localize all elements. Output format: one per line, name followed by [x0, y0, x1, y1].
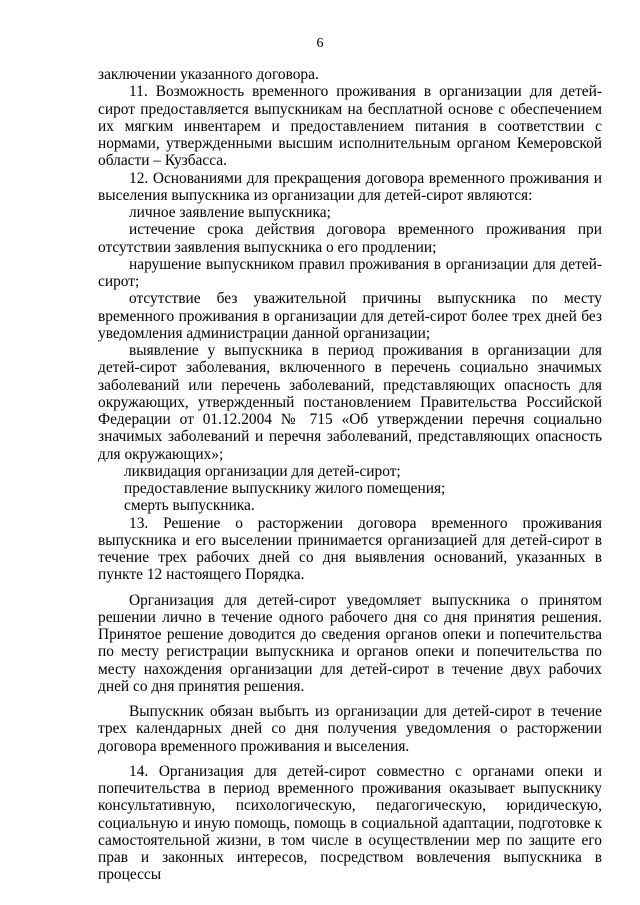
list-item-death: смерть выпускника. — [124, 497, 255, 515]
page-number: 6 — [316, 36, 324, 51]
paragraph-13: 13. Решение о расторжении договора временного проживания выпускника и его выселении принимается организацией для детей-сирот в течение трех рабочих дней со дня выявления оснований, указанных в пункте 12 настоящего Порядка. — [98, 514, 602, 584]
document-body — [98, 66, 602, 884]
list-item-absence: отсутствие без уважительной причины выпускника по месту временного проживания в организации для детей-сирот более трех дней без уведомления администрации данной организации; — [98, 290, 602, 342]
paragraph-continuation: заключении указанного договора. — [98, 66, 319, 83]
list-item-liquidation: ликвидация организации для детей-сирот; — [124, 462, 401, 480]
list-item-rules-violation: нарушение выпускником правил проживания в организации для детей-сирот; — [98, 255, 602, 290]
paragraph-11: 11. Возможность временного проживания в организации для детей-сирот предоставляется выпускникам на бесплатной основе с обеспечением их мягким инвентарем и предоставлением питания в соответствии с нормами, утвержденными высшим исполнительным органом Кемеровской области – Кузбасса. — [98, 83, 602, 170]
list-item-personal-statement: личное заявление выпускника; — [129, 204, 331, 221]
list-item-disease: выявление у выпускника в период проживания в организации для детей-сирот заболевания, включенного в перечень социально значимых заболеваний или перечень заболеваний, представляющих опасность для окружающих, утвержденный постановлением Правительства Российской Федерации от 01.12.2004 № 715 «Об утверждении перечня социально значимых заболеваний и перечня заболеваний, представляющих опасность для окружающих»; — [98, 342, 602, 463]
paragraph-eviction: Выпускник обязан выбыть из организации для детей-сирот в течение трех календарных дней со дня получения уведомления о расторжении договора временного проживания и выселения. — [98, 703, 602, 755]
list-item-contract-expiry: истечение срока действия договора временного проживания при отсутствии заявления выпускника о его продлении; — [98, 221, 602, 256]
paragraph-12: 12. Основаниями для прекращения договора временного проживания и выселения выпускника из организации для детей-сирот являются: — [98, 169, 602, 204]
list-item-housing: предоставление выпускнику жилого помещения; — [124, 480, 446, 497]
paragraph-notification: Организация для детей-сирот уведомляет выпускника о принятом решении лично в течение одного рабочего дня со дня принятия решения. Принятое решение доводится до сведения органов опеки и попечительства по месту регистрации выпускника и органов опеки и попечительства по месту нахождения организации для детей-сирот в течение двух рабочих дней со дня принятия решения. — [98, 591, 602, 695]
paragraph-14: 14. Организация для детей-сирот совместно с органами опеки и попечительства в период временного проживания оказывает выпускнику консультативную, психологическую, педагогическую, юридическую, социальную и иную помощь, помощь в социальной адаптации, подготовке к самостоятельной жизни, в том числе в осуществлении мер по защите его прав и законных интересов, посредством вовлечения выпускника в процессы — [98, 762, 602, 884]
